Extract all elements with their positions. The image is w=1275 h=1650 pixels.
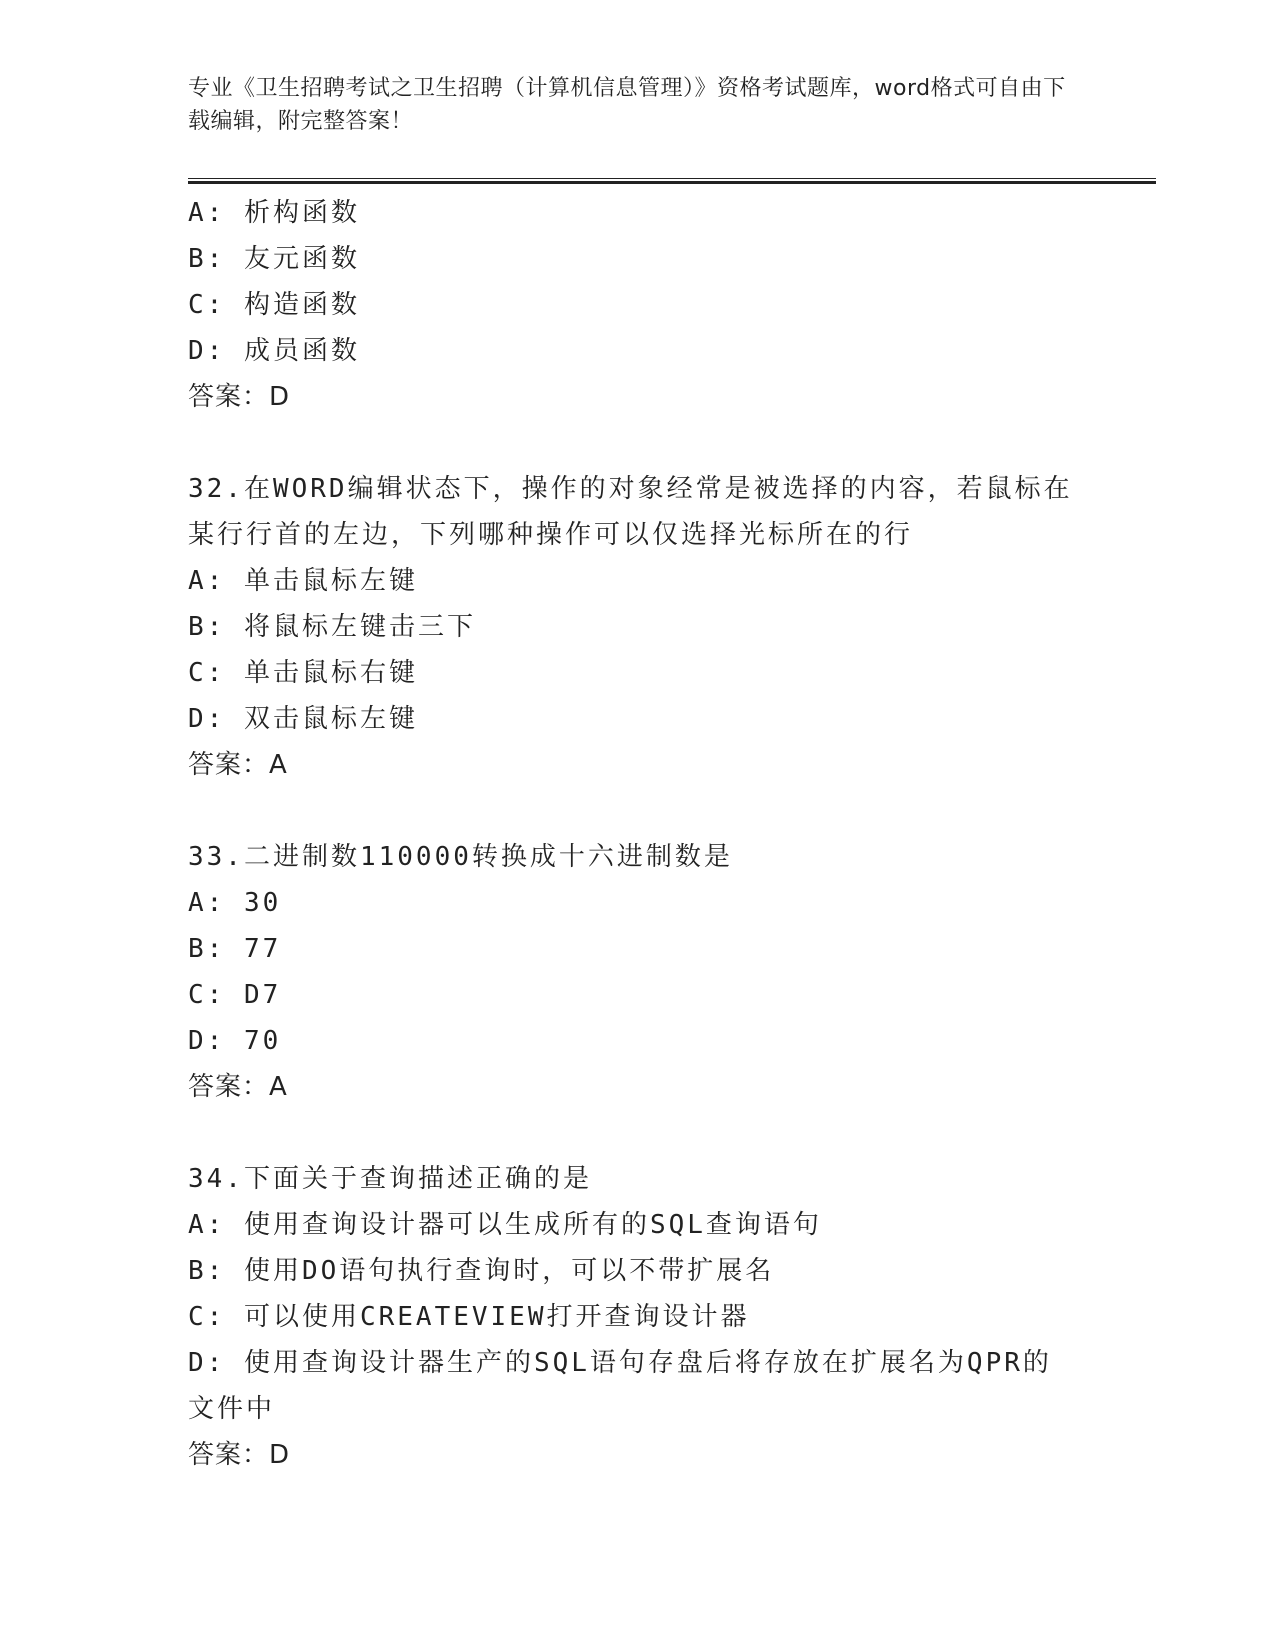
option-a: A: 30 [188,888,282,918]
spacer [188,420,1078,466]
option-d: D: 成员函数 [188,336,360,366]
question-block-33 [188,834,1078,1110]
option-a: A: 使用查询设计器可以生成所有的SQL查询语句 [188,1210,822,1240]
question-stem: 34.下面关于查询描述正确的是 [188,1164,592,1194]
option-b: B: 友元函数 [188,244,360,274]
question-stem: 33.二进制数110000转换成十六进制数是 [188,842,733,872]
header-rule-thin [188,178,1156,179]
option-d: D: 70 [188,1026,282,1056]
option-d: D: 双击鼠标左键 [188,704,418,734]
answer: 答案：A [188,750,288,780]
header-rule-thick [188,181,1156,184]
question-block-32 [188,466,1078,788]
option-a: A: 析构函数 [188,198,360,228]
question-stem: 32.在WORD编辑状态下，操作的对象经常是被选择的内容，若鼠标在某行行首的左边，下列哪种操作可以仅选择光标所在的行 [188,474,1073,550]
option-b: B: 将鼠标左键击三下 [188,612,476,642]
answer: 答案：D [188,382,291,412]
option-c: C: 可以使用CREATEVIEW打开查询设计器 [188,1302,750,1332]
option-c: C: 单击鼠标右键 [188,658,418,688]
question-block-34 [188,1156,1078,1478]
option-d: D: 使用查询设计器生产的SQL语句存盘后将存放在扩展名为QPR的文件中 [188,1348,1052,1424]
option-c: C: D7 [188,980,282,1010]
document-header: 专业《卫生招聘考试之卫生招聘（计算机信息管理）》资格考试题库，word格式可自由下载编辑，附完整答案！ [188,76,1066,134]
answer: 答案：A [188,1072,288,1102]
spacer [188,788,1078,834]
option-a: A: 单击鼠标左键 [188,566,418,596]
option-b: B: 77 [188,934,282,964]
option-b: B: 使用DO语句执行查询时，可以不带扩展名 [188,1256,775,1286]
spacer [188,1110,1078,1156]
question-list [188,190,1078,1478]
question-block-31 [188,190,1078,420]
option-c: C: 构造函数 [188,290,360,320]
answer: 答案：D [188,1440,291,1470]
